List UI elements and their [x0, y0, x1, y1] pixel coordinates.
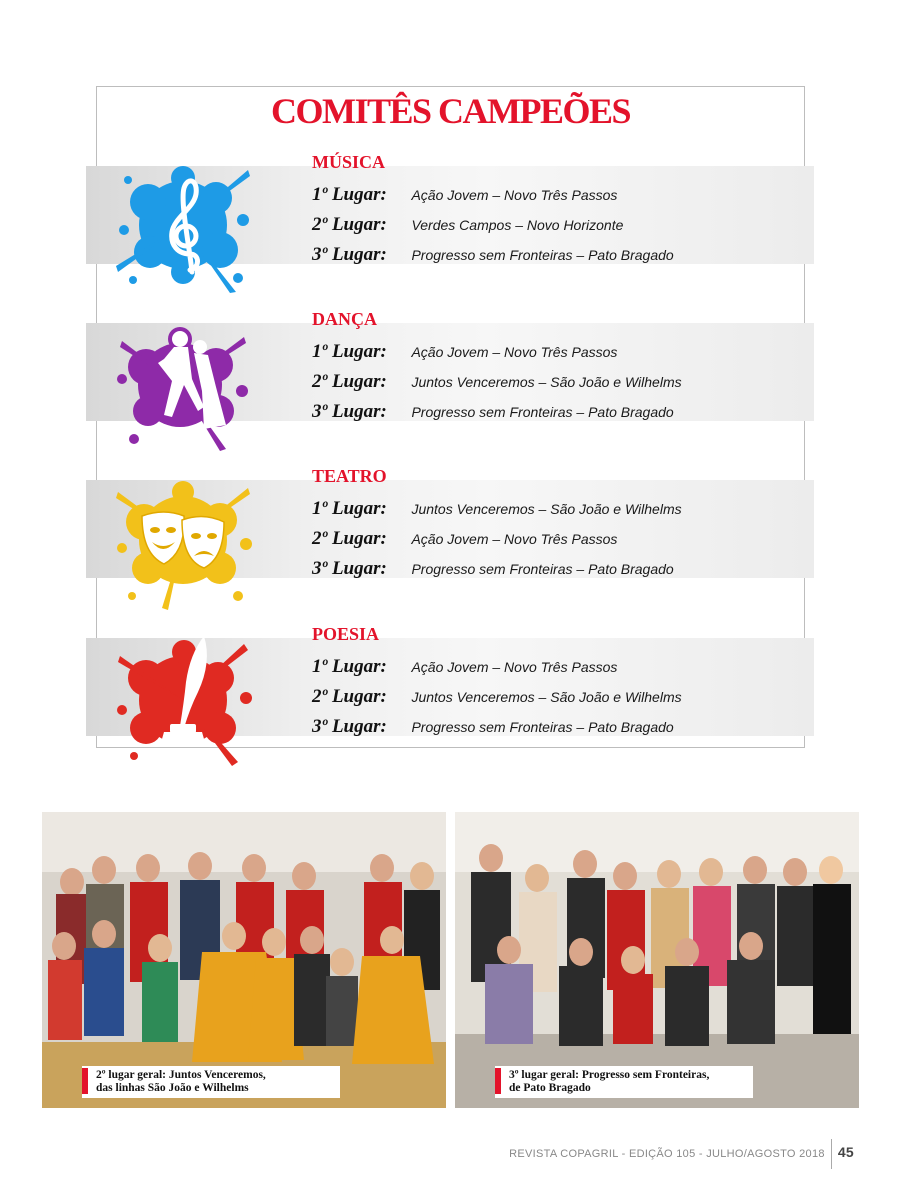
caption-line: 2º lugar geral: Juntos Venceremos,: [96, 1069, 266, 1081]
page-number: 45: [837, 1143, 854, 1160]
page-footer: [509, 1139, 854, 1169]
theater-masks-icon: [108, 464, 258, 614]
place-label: 2º Lugar:: [312, 371, 387, 392]
page-title: COMITÊS CAMPEÕES: [270, 91, 631, 131]
place-row: [312, 244, 674, 274]
group-photo-image: [455, 812, 859, 1108]
place-row: [312, 184, 617, 214]
place-row: [312, 716, 674, 746]
caption-line: 3º lugar geral: Progresso sem Fronteiras,: [509, 1069, 710, 1081]
team-name: Ação Jovem – Novo Três Passos: [411, 187, 618, 203]
place-label: 3º Lugar:: [312, 401, 387, 422]
team-name: Juntos Venceremos – São João e Wilhelms: [411, 374, 682, 390]
place-row: [312, 656, 617, 686]
caption-line: de Pato Bragado: [509, 1082, 591, 1094]
photo-caption: [495, 1066, 753, 1098]
caption-line: das linhas São João e Wilhelms: [96, 1082, 249, 1094]
place-label: 2º Lugar:: [312, 214, 387, 235]
place-label: 1º Lugar:: [312, 184, 387, 205]
team-name: Progresso sem Fronteiras – Pato Bragado: [411, 404, 674, 420]
place-row: [312, 341, 617, 371]
caption-accent-bar: [495, 1068, 501, 1094]
team-name: Progresso sem Fronteiras – Pato Bragado: [411, 561, 674, 577]
place-row: [312, 214, 623, 244]
place-label: 1º Lugar:: [312, 341, 387, 362]
team-name: Juntos Venceremos – São João e Wilhelms: [411, 689, 682, 705]
place-row: [312, 401, 674, 431]
category-title: MÚSICA: [312, 152, 386, 172]
place-label: 2º Lugar:: [312, 528, 387, 549]
category-title: TEATRO: [312, 466, 387, 486]
category-title: DANÇA: [312, 309, 377, 329]
team-name: Progresso sem Fronteiras – Pato Bragado: [411, 247, 674, 263]
team-name: Juntos Venceremos – São João e Wilhelms: [411, 501, 682, 517]
footer-divider: [831, 1139, 832, 1169]
place-row: [312, 686, 682, 716]
group-photo-2: [455, 812, 859, 1108]
place-label: 1º Lugar:: [312, 656, 387, 677]
footer-publication: REVISTA COPAGRIL - EDIÇÃO 105 - JULHO/AGOSTO 2018: [509, 1147, 825, 1160]
place-label: 3º Lugar:: [312, 716, 387, 737]
dancing-couple-icon: [108, 307, 258, 457]
place-label: 3º Lugar:: [312, 558, 387, 579]
place-row: [312, 371, 682, 401]
category-title: POESIA: [312, 624, 380, 644]
treble-clef-icon: [108, 150, 258, 300]
team-name: Ação Jovem – Novo Três Passos: [411, 531, 618, 547]
group-photo-image: [42, 812, 446, 1108]
section-poesia: [0, 624, 900, 812]
place-label: 1º Lugar:: [312, 498, 387, 519]
place-label: 3º Lugar:: [312, 244, 387, 265]
caption-accent-bar: [82, 1068, 88, 1094]
quill-pen-icon: [108, 622, 258, 772]
team-name: Ação Jovem – Novo Três Passos: [411, 659, 618, 675]
place-row: [312, 558, 674, 588]
place-row: [312, 528, 617, 558]
photo-caption: [82, 1066, 340, 1098]
team-name: Progresso sem Fronteiras – Pato Bragado: [411, 719, 674, 735]
team-name: Verdes Campos – Novo Horizonte: [411, 217, 624, 233]
place-label: 2º Lugar:: [312, 686, 387, 707]
group-photo-1: [42, 812, 446, 1108]
place-row: [312, 498, 682, 528]
team-name: Ação Jovem – Novo Três Passos: [411, 344, 618, 360]
